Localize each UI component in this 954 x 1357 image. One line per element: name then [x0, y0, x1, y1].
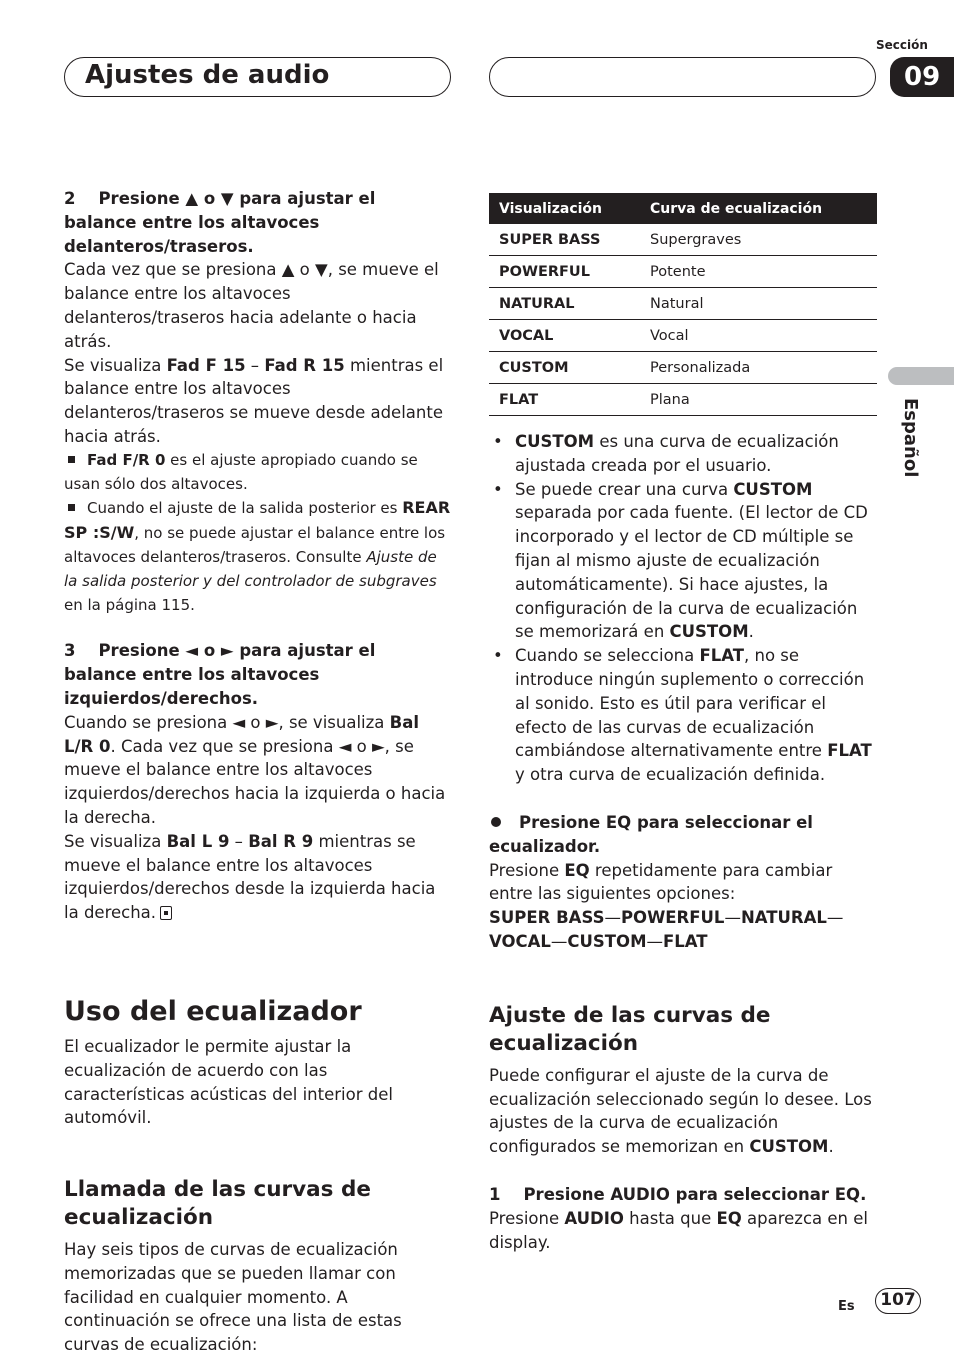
header-title-box: [64, 57, 451, 97]
table-header-curva: Curva de ecualización: [640, 193, 877, 224]
eq-curve-table: [489, 193, 877, 416]
end-mark-icon: [160, 906, 172, 920]
note-rear-sp: Cuando el ajuste de la salida posterior es REAR SP :S/W, no se puede ajustar el balance entre los altavoces delanteros/traseros. Consulte Ajuste de la salida posterior y del controlador de subgraves en la página 115.: [64, 498, 451, 614]
table-header-row: [489, 193, 877, 224]
ajuste-curvas-text: Puede configurar el ajuste de la curva de ecualización seleccionado según lo desee. Los ajustes de la curva de ecualización configurados se memorizan en CUSTOM.: [489, 1065, 872, 1157]
language-label: Español: [900, 398, 921, 478]
eq-step-heading: Presione EQ para seleccionar el ecualizador.: [489, 812, 813, 856]
table-row: NATURAL Natural: [489, 288, 877, 320]
header-blank-box: [489, 57, 876, 97]
note-fad-zero: Fad F/R 0 es el ajuste apropiado cuando se usan sólo dos altavoces.: [64, 450, 418, 493]
page-header-title: Ajustes de audio: [85, 60, 330, 90]
square-bullet-icon: [68, 504, 75, 511]
table-row: VOCAL Vocal: [489, 320, 877, 352]
step-1-text: Presione AUDIO hasta que EQ aparezca en el display.: [489, 1208, 868, 1252]
section-label: Sección: [876, 38, 928, 52]
step-3-text-1: Cuando se presiona ◄ o ►, se visualiza Bal L/R 0. Cada vez que se presiona ◄ o ►, se mueve el balance entre los altavoces izquierdos/derechos hacia la izquierda o hacia la derecha.: [64, 712, 446, 827]
step-1-heading: 1 Presione AUDIO para seleccionar EQ.: [489, 1184, 867, 1204]
step-3-heading: 3 Presione ◄ o ► para ajustar el balance entre los altavoces izquierdos/derechos.: [64, 641, 376, 708]
heading-ajuste-curvas: Ajuste de las curvas de ecualización: [489, 1002, 771, 1056]
list-item: • Se puede crear una curva CUSTOM separada por cada fuente. (El lector de CD incorporado y el lector de CD múltiple se fijan al mismo ajuste de ecualización automáticamente). Si hace ajustes, la configuración de la curva de ecualización se memorizará en CUSTOM.: [489, 478, 877, 645]
table-row: FLAT Plana: [489, 384, 877, 416]
step-2-heading: 2 Presione ▲ o ▼ para ajustar el balance entre los altavoces delanteros/traseros.: [64, 189, 376, 256]
square-bullet-icon: [68, 456, 75, 463]
left-column: [64, 187, 452, 1357]
list-item: • Cuando se selecciona FLAT, no se introduce ningún suplemento o corrección al sonido. Esto es útil para verificar el efecto de las curvas de ecualización cambiándose alternativamente entre FLAT y otra curva de ecualización definida.: [489, 644, 877, 787]
eq-table-container: [489, 193, 877, 416]
right-column: [489, 430, 877, 1254]
heading-llamada-curvas: Llamada de las curvas de ecualización: [64, 1177, 371, 1231]
table-row: POWERFUL Potente: [489, 256, 877, 288]
heading-uso-ecualizador: Uso del ecualizador: [64, 995, 362, 1027]
custom-notes-list: [489, 430, 877, 787]
eq-step-text: Presione EQ repetidamente para cambiar entre las siguientes opciones:: [489, 860, 833, 904]
table-row: SUPER BASS Supergraves: [489, 224, 877, 256]
ecualizador-intro: El ecualizador le permite ajustar la ecualización de acuerdo con las características acústicas del interior del automóvil.: [64, 1036, 393, 1128]
llamada-curvas-text: Hay seis tipos de curvas de ecualización memorizadas que se pueden llamar con facilidad en cualquier momento. A continuación se ofrece una lista de estas curvas de ecualización:: [64, 1240, 402, 1355]
eq-sequence: SUPER BASS—POWERFUL—NATURAL—VOCAL—CUSTOM—FLAT: [489, 908, 844, 951]
table-header-visualizacion: Visualización: [489, 193, 640, 224]
page-number: 107: [875, 1288, 921, 1314]
circle-bullet-icon: [491, 817, 501, 827]
language-tab: [888, 367, 954, 385]
table-row: CUSTOM Personalizada: [489, 352, 877, 384]
footer-lang-code: Es: [838, 1299, 855, 1314]
step-2-text-2: Se visualiza Fad F 15 – Fad R 15 mientras el balance entre los altavoces delanteros/traseros se mueve desde adelante hacia atrás.: [64, 355, 444, 446]
list-item: • CUSTOM es una curva de ecualización ajustada creada por el usuario.: [489, 430, 877, 478]
step-3-text-2: Se visualiza Bal L 9 – Bal R 9 mientras se mueve el balance entre los altavoces izquierdos/derechos desde la izquierda hacia la derecha.: [64, 831, 436, 923]
section-number-badge: 09: [890, 57, 954, 97]
step-2-text-1: Cada vez que se presiona ▲ o ▼, se mueve el balance entre los altavoces delanteros/traseros hacia adelante o hacia atrás.: [64, 260, 439, 351]
